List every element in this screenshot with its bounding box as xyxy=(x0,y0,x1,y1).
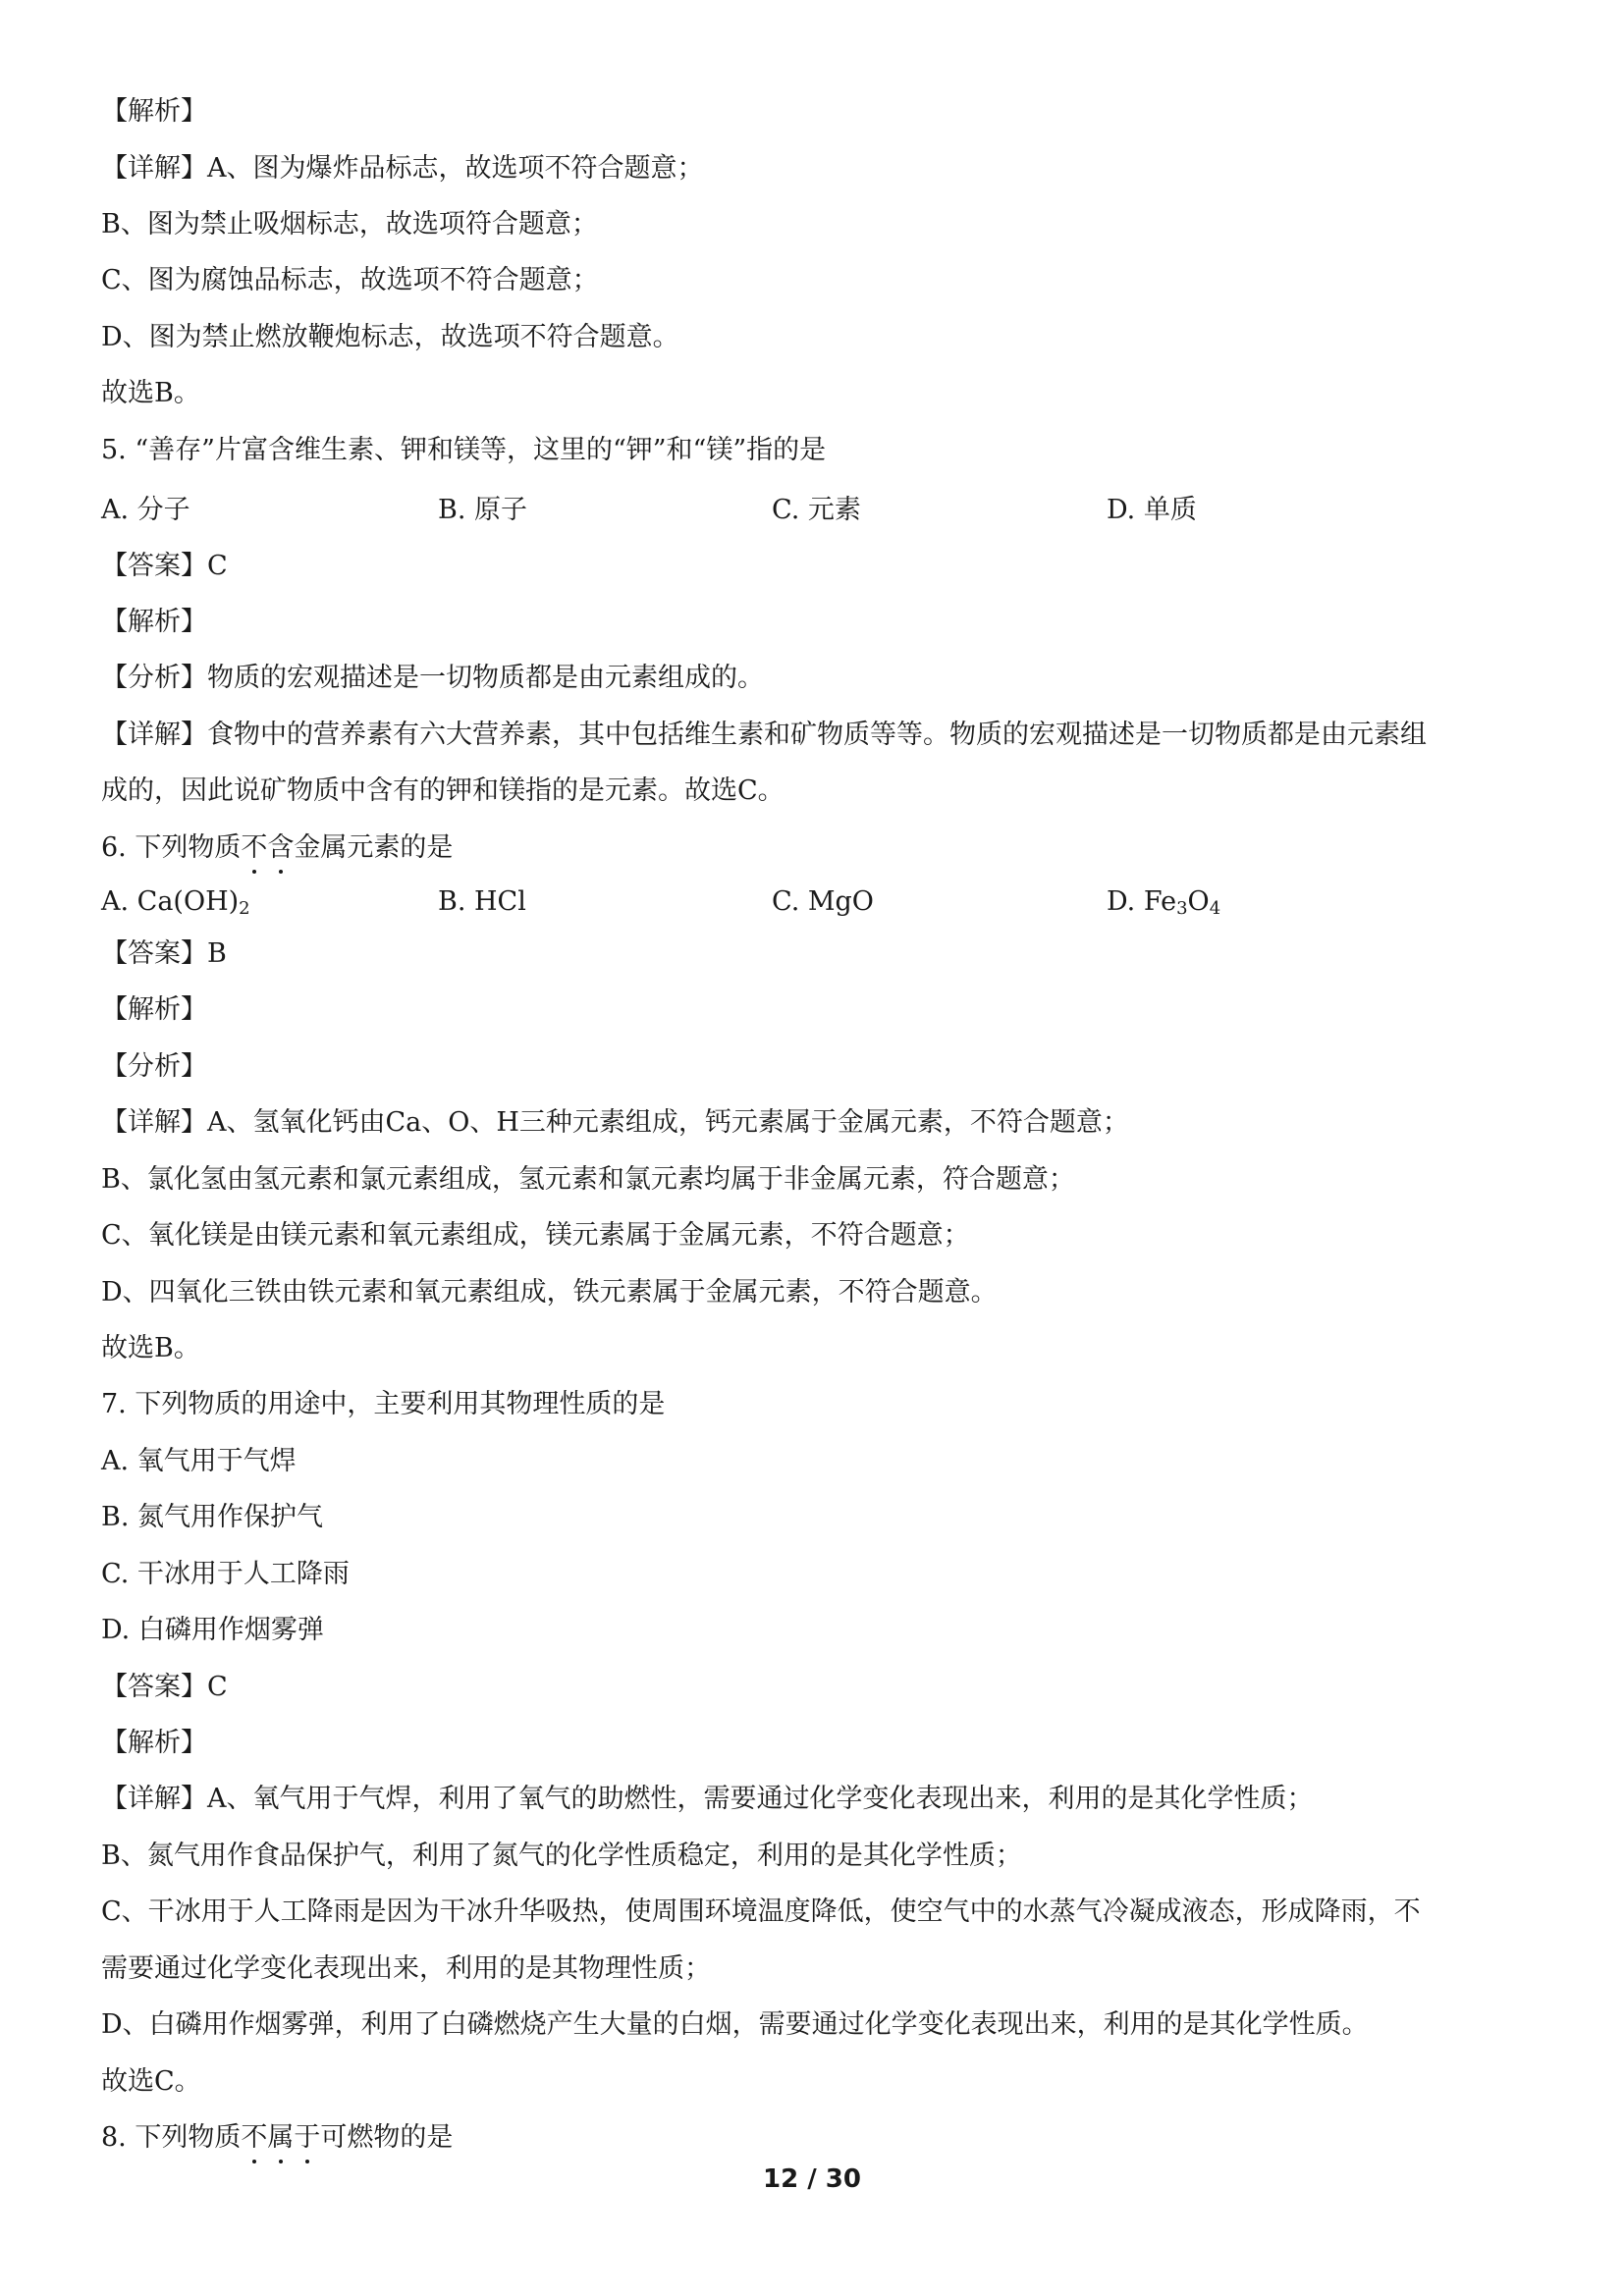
detail-line: C、干冰用于人工降雨是因为干冰升华吸热，使周围环境温度降低，使空气中的水蒸气冷凝成液态，形成降雨，不 xyxy=(101,1896,1421,1927)
q6-text: 6. 下列物质 xyxy=(101,832,242,863)
q7-option-d: D. 白磷用作烟雾弹 xyxy=(101,1615,324,1645)
detail-line: 【详解】A、氧气用于气焊，利用了氧气的助燃性，需要通过化学变化表现出来，利用的是其化学性质； xyxy=(101,1784,1314,1814)
analysis-line: 【分析】 xyxy=(101,1051,207,1082)
q6-option-a: A. $Ca(OH)_2$ xyxy=(101,886,250,919)
analysis-heading: 【解析】 xyxy=(101,1728,207,1758)
analysis-heading: 【解析】 xyxy=(101,607,207,637)
conclusion-line: 故选C。 xyxy=(101,2066,201,2097)
q6-text: 金属元素的是 xyxy=(294,832,454,863)
detail-line: 【详解】A、氢氧化钙由Ca、O、H三种元素组成，钙元素属于金属元素，不符合题意； xyxy=(101,1107,1129,1138)
q8-text: 可燃物的是 xyxy=(320,2122,454,2153)
q5-option-a: A. 分子 xyxy=(101,495,190,525)
q7-option-a: A. 氧气用于气焊 xyxy=(101,1446,297,1476)
detail-line: 成的，因此说矿物质中含有的钾和镁指的是元素。故选C。 xyxy=(101,775,785,806)
detail-line: 需要通过化学变化表现出来，利用的是其物理性质； xyxy=(101,1953,711,1984)
detail-line: C、氧化镁是由镁元素和氧元素组成，镁元素属于金属元素，不符合题意； xyxy=(101,1220,970,1251)
q6-option-b: B. HCl xyxy=(438,886,526,917)
detail-line: D、图为禁止燃放鞭炮标志，故选项不符合题意。 xyxy=(101,322,679,352)
answer-line: 【答案】B xyxy=(101,938,227,969)
analysis-line: 【分析】物质的宏观描述是一切物质都是由元素组成的。 xyxy=(101,663,764,693)
q5-option-d: D. 单质 xyxy=(1107,495,1197,525)
conclusion-line: 故选B。 xyxy=(101,1333,200,1363)
detail-line: C、图为腐蚀品标志，故选项不符合题意； xyxy=(101,265,599,295)
emphasis-char: 不 xyxy=(241,830,267,866)
answer-line: 【答案】C xyxy=(101,1672,228,1702)
page-number: 12 / 30 xyxy=(763,2164,861,2194)
detail-line: B、氮气用作食品保护气，利用了氮气的化学性质稳定，利用的是其化学性质； xyxy=(101,1841,1022,1871)
detail-line: D、四氧化三铁由铁元素和氧元素组成，铁元素属于金属元素，不符合题意。 xyxy=(101,1277,998,1308)
detail-line: B、图为禁止吸烟标志，故选项符合题意； xyxy=(101,209,598,240)
q8-text: 8. 下列物质 xyxy=(101,2122,242,2153)
detail-line: 【详解】A、图为爆炸品标志，故选项不符合题意； xyxy=(101,153,704,184)
emphasis-char: 属 xyxy=(267,2120,294,2156)
q7-option-b: B. 氮气用作保护气 xyxy=(101,1502,324,1532)
question-6 xyxy=(101,830,453,866)
analysis-heading: 【解析】 xyxy=(101,994,207,1025)
answer-line: 【答案】C xyxy=(101,551,228,581)
emphasis-char: 不 xyxy=(241,2120,267,2156)
question-5: 5. “善存”片富含维生素、钾和镁等，这里的“钾”和“镁”指的是 xyxy=(101,435,827,465)
conclusion-line: 故选B。 xyxy=(101,378,200,408)
emphasis-char: 于 xyxy=(294,2120,320,2156)
emphasis-char: 含 xyxy=(267,830,294,866)
q6-option-c: C. MgO xyxy=(772,886,874,917)
q6-option-d: D. $Fe_3O_4$ xyxy=(1107,886,1221,919)
question-8 xyxy=(101,2120,453,2156)
detail-line: D、白磷用作烟雾弹，利用了白磷燃烧产生大量的白烟，需要通过化学变化表现出来，利用的是其化学性质。 xyxy=(101,2009,1369,2040)
question-7: 7. 下列物质的用途中，主要利用其物理性质的是 xyxy=(101,1389,666,1419)
detail-line: 【详解】食物中的营养素有六大营养素，其中包括维生素和矿物质等等。物质的宏观描述是一切物质都是由元素组 xyxy=(101,720,1427,750)
q5-option-c: C. 元素 xyxy=(772,495,861,525)
q5-option-b: B. 原子 xyxy=(438,495,528,525)
detail-line: B、氯化氢由氢元素和氯元素组成，氢元素和氯元素均属于非金属元素，符合题意； xyxy=(101,1164,1075,1195)
analysis-heading: 【解析】 xyxy=(101,96,207,127)
q7-option-c: C. 干冰用于人工降雨 xyxy=(101,1559,350,1589)
